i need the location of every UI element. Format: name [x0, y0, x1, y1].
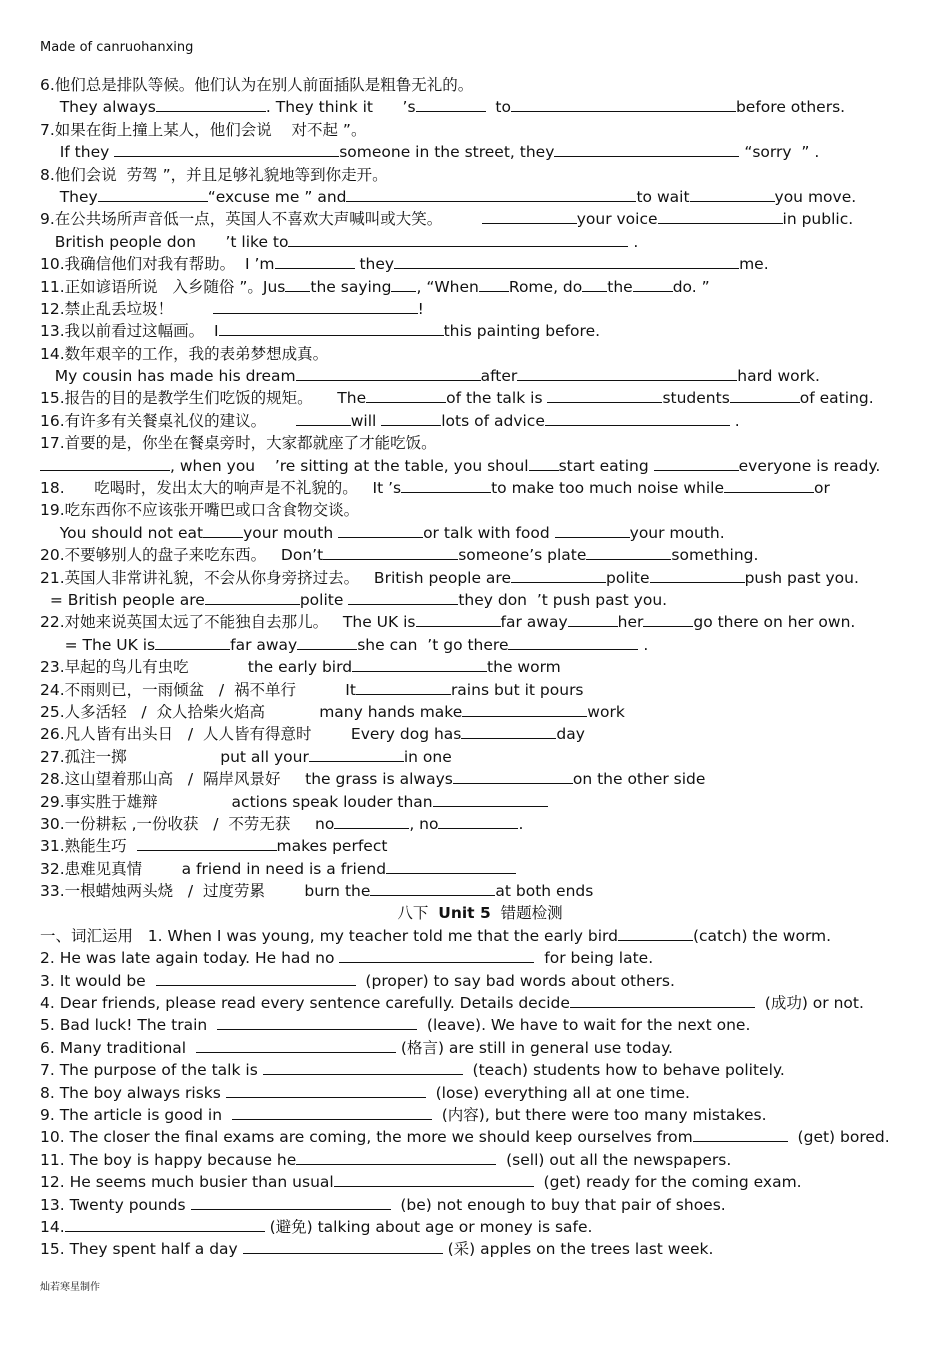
question-line [40, 1059, 920, 1081]
line-text: for being late. [534, 949, 654, 968]
answer-blank[interactable] [309, 746, 404, 762]
answer-blank[interactable] [296, 1149, 496, 1165]
question-line [40, 1149, 920, 1171]
answer-blank[interactable] [482, 208, 577, 224]
line-text: start eating [558, 456, 654, 475]
line-text: 11.正如谚语所说 入乡随俗 ”。Jus [40, 277, 286, 296]
question-line [40, 679, 920, 701]
line-text: 6.他们总是排队等候。他们认为在别人前面插队是粗鲁无礼的。 [40, 76, 474, 94]
question-line [40, 455, 920, 477]
answer-blank[interactable] [416, 96, 486, 112]
answer-blank[interactable] [288, 231, 628, 247]
line-text: far away [500, 613, 568, 632]
line-text: far away [230, 635, 298, 654]
line-text: 13. Twenty pounds [40, 1195, 191, 1214]
line-text: 14.数年艰辛的工作，我的表弟梦想成真。 [40, 344, 329, 363]
line-text: . [518, 814, 524, 833]
line-text: 12. He seems much busier than usual [40, 1173, 334, 1192]
line-text: 6. Many traditional [40, 1038, 196, 1057]
question-line [40, 298, 920, 320]
line-text: (格言) are still in general use today. [395, 1038, 673, 1057]
line-text: 27.孤注一掷 put all your [40, 747, 309, 766]
line-text: 23.早起的鸟儿有虫吃 the early bird [40, 658, 353, 677]
line-text: her [617, 613, 644, 632]
line-text: (leave). We have to wait for the next one. [417, 1016, 751, 1035]
answer-blank[interactable] [568, 611, 618, 627]
question-line [40, 477, 920, 499]
line-text: 错题检测 [490, 904, 563, 923]
line-text: to wait [636, 187, 690, 206]
line-text: she can ’t go there [357, 635, 509, 654]
question-line [40, 835, 920, 857]
question-line [40, 1104, 920, 1126]
line-text: . They think it ’s [265, 98, 416, 117]
line-text: = British people are [40, 590, 205, 609]
line-text: 24.不雨则已，一雨倾盆 / 祸不单行 It [40, 680, 356, 699]
line-text: , when you ’re sitting at the table, you shoul [170, 456, 529, 475]
answer-blank[interactable] [479, 276, 509, 292]
question-line [40, 544, 920, 566]
question-line [40, 1126, 920, 1148]
answer-blank[interactable] [334, 813, 409, 829]
answer-blank[interactable] [191, 1194, 391, 1210]
answer-blank[interactable] [40, 455, 170, 471]
line-text: in one [403, 747, 452, 766]
answer-blank[interactable] [511, 567, 606, 583]
line-text: (采) apples on the trees last week. [442, 1240, 714, 1259]
line-text: 3. It would be [40, 971, 156, 990]
answer-blank[interactable] [381, 410, 441, 426]
answer-blank[interactable] [114, 141, 339, 157]
question-line [40, 343, 920, 365]
answer-blank[interactable] [155, 634, 230, 650]
line-text: they don ’t push past you. [458, 590, 668, 609]
question-line [40, 365, 920, 387]
line-text: 20.不要够别人的盘子来吃东西。 Don’t [40, 546, 324, 565]
line-text: 32.患难见真情 a friend in need is a friend [40, 859, 387, 878]
line-text: ! [417, 299, 424, 318]
answer-blank[interactable] [690, 186, 775, 202]
line-text: 25.人多活轻 / 众人拾柴火焰高 many hands make [40, 702, 463, 721]
answer-blank[interactable] [582, 276, 607, 292]
line-text: 9. The article is good in [40, 1105, 232, 1124]
answer-blank[interactable] [296, 365, 481, 381]
answer-blank[interactable] [226, 1082, 426, 1098]
line-text: 2. He was late again today. He had no [40, 949, 340, 968]
question-line [40, 611, 920, 633]
line-text: , no [409, 814, 439, 833]
answer-blank[interactable] [529, 455, 559, 471]
question-line [40, 208, 920, 230]
line-text: 30.一份耕耘 ,一份收获 / 不劳无获 no [40, 814, 335, 833]
question-line [40, 119, 920, 141]
answer-blank[interactable] [511, 96, 736, 112]
question-line [40, 522, 920, 544]
question-line [40, 387, 920, 409]
line-text: students [662, 389, 730, 408]
line-text: go there on her own. [693, 613, 856, 632]
line-text: “excuse me ” and [207, 187, 347, 206]
line-text: 5. Bad luck! The train [40, 1016, 218, 1035]
answer-blank[interactable] [205, 589, 300, 605]
question-line [40, 1238, 920, 1260]
question-line [40, 768, 920, 790]
question-line [40, 141, 920, 163]
line-text: the [607, 277, 633, 296]
line-text: 13.我以前看过这幅画。 I [40, 322, 219, 341]
line-text: you move. [774, 187, 857, 206]
answer-blank[interactable] [275, 253, 355, 269]
answer-blank[interactable] [297, 634, 357, 650]
answer-blank[interactable] [433, 791, 548, 807]
answer-blank[interactable] [438, 813, 518, 829]
answer-blank[interactable] [643, 611, 693, 627]
line-text: = The UK is [40, 635, 156, 654]
answer-blank[interactable] [416, 611, 501, 627]
line-text: at both ends [495, 882, 594, 901]
answer-blank[interactable] [618, 925, 693, 941]
question-line [40, 276, 920, 298]
line-text: do. ” [672, 277, 710, 296]
question-line [40, 925, 920, 947]
line-text: of the talk is [446, 389, 548, 408]
unit-label: Unit 5 [438, 904, 491, 923]
line-text: 31.熟能生巧 [40, 837, 137, 856]
answer-blank[interactable] [724, 477, 814, 493]
line-text: me. [739, 255, 769, 274]
line-text: . [638, 635, 649, 654]
line-text: (get) ready for the coming exam. [533, 1173, 802, 1192]
line-text: 19.吃东西你不应该张开嘴巴或口含食物交谈。 [40, 501, 360, 520]
answer-blank[interactable] [296, 410, 351, 426]
line-text: 11. The boy is happy because he [40, 1150, 297, 1169]
question-line [40, 791, 920, 813]
line-text: to make too much noise while [491, 479, 725, 498]
answer-blank[interactable] [586, 544, 671, 560]
question-line [40, 74, 920, 96]
answer-blank[interactable] [394, 253, 739, 269]
answer-blank[interactable] [650, 567, 745, 583]
line-text: they [354, 255, 395, 274]
answer-blank[interactable] [196, 1037, 396, 1053]
question-line [40, 970, 920, 992]
line-text: something. [671, 546, 759, 565]
line-text: (sell) out all the newspapers. [496, 1150, 732, 1169]
answer-blank[interactable] [263, 1059, 463, 1075]
line-text: to [485, 98, 511, 117]
answer-blank[interactable] [453, 768, 573, 784]
question-line [40, 1216, 920, 1238]
line-text: (proper) to say bad words about others. [355, 971, 675, 990]
line-text: or [814, 479, 830, 498]
line-text: 14. [40, 1217, 65, 1236]
line-text: (catch) the worm. [692, 926, 832, 945]
line-text: polite [606, 568, 650, 587]
line-text: makes perfect [276, 837, 388, 856]
question-line [40, 992, 920, 1014]
question-line [40, 253, 920, 275]
question-line [40, 1194, 920, 1216]
page-header: Made of canruohanxing [40, 40, 194, 55]
line-text: day [556, 725, 585, 744]
line-text: will [350, 411, 382, 430]
line-text: work [587, 702, 625, 721]
line-text: polite [299, 590, 349, 609]
question-line [40, 1037, 920, 1059]
line-text: 10. The closer the final exams are coming, the more we should keep ourselves from [40, 1128, 693, 1147]
line-text: 4. Dear friends, please read every sentence carefully. Details decide [40, 994, 570, 1013]
line-text: everyone is ready. [738, 456, 881, 475]
line-text: 9.在公共场所声音低一点，英国人不喜欢大声喊叫或大笑。 [40, 210, 482, 229]
question-line [40, 96, 920, 118]
question-line [40, 813, 920, 835]
line-text: 7.如果在街上撞上某人，他们会说 对不起 ”。 [40, 120, 367, 139]
answer-blank[interactable] [323, 544, 458, 560]
line-text: 15.报告的目的是教学生们吃饭的规矩。 The [40, 389, 367, 408]
line-text: rains but it pours [450, 680, 584, 699]
line-text: or talk with food [423, 523, 555, 542]
line-text: If they [40, 143, 115, 162]
line-text: in public. [782, 210, 854, 229]
answer-blank[interactable] [386, 858, 516, 874]
question-line [40, 656, 920, 678]
line-text: “sorry ” . [739, 143, 820, 162]
line-text: You should not eat [40, 523, 204, 542]
line-text: (避免) talking about age or money is safe. [264, 1217, 593, 1236]
answer-blank[interactable] [203, 522, 243, 538]
line-text: on the other side [572, 770, 706, 789]
answer-blank[interactable] [547, 387, 662, 403]
answer-blank[interactable] [339, 947, 534, 963]
answer-blank[interactable] [401, 477, 491, 493]
question-line [40, 231, 920, 253]
line-text: the worm [487, 658, 561, 677]
answer-blank[interactable] [570, 992, 755, 1008]
line-text: . [729, 411, 740, 430]
question-line [40, 567, 920, 589]
line-text: your mouth [243, 523, 339, 542]
answer-blank[interactable] [462, 701, 587, 717]
line-text: (成功) or not. [754, 994, 864, 1013]
line-text: 18. 吃喝时，发出太大的响声是不礼貌的。 It ’s [40, 479, 402, 498]
line-text: 33.一根蜡烛两头烧 / 过度劳累 burn the [40, 882, 371, 901]
section-title [40, 902, 920, 924]
question-line [40, 1082, 920, 1104]
answer-blank[interactable] [352, 656, 487, 672]
answer-blank[interactable] [213, 298, 418, 314]
answer-blank[interactable] [346, 186, 636, 202]
line-text: (内容), but there were too many mistakes. [431, 1105, 767, 1124]
answer-blank[interactable] [156, 96, 266, 112]
question-line [40, 1171, 920, 1193]
answer-blank[interactable] [370, 880, 495, 896]
line-text: someone’s plate [458, 546, 587, 565]
answer-blank[interactable] [508, 634, 638, 650]
line-text: My cousin has made his dream [40, 367, 296, 386]
line-text: 7. The purpose of the talk is [40, 1061, 263, 1080]
line-text: (get) bored. [787, 1128, 890, 1147]
question-line [40, 880, 920, 902]
answer-blank[interactable] [517, 365, 737, 381]
question-line [40, 186, 920, 208]
line-text: They always [40, 98, 156, 117]
line-text: 22.对她来说英国太远了不能独自去那儿。 The UK is [40, 613, 416, 632]
question-line [40, 320, 920, 342]
line-text: 16.有许多有关餐桌礼仪的建议。 [40, 411, 296, 430]
question-line [40, 858, 920, 880]
answer-blank[interactable] [461, 723, 556, 739]
line-text: 29.事实胜于雄辩 actions speak louder than [40, 792, 433, 811]
line-text: (teach) students how to behave politely. [462, 1061, 785, 1080]
line-text: your voice [576, 210, 658, 229]
line-text: someone in the street, they [339, 143, 555, 162]
answer-blank[interactable] [285, 276, 310, 292]
line-text: 17.首要的是，你坐在餐桌旁时，大家都就座了才能吃饭。 [40, 434, 437, 453]
answer-blank[interactable] [545, 410, 730, 426]
answer-blank[interactable] [348, 589, 458, 605]
answer-blank[interactable] [391, 276, 416, 292]
line-text: 一、词汇运用 1. When I was young, my teacher told me that the early bird [40, 926, 618, 945]
question-line [40, 723, 920, 745]
line-text: 28.这山望着那山高 / 隔岸风景好 the grass is always [40, 770, 453, 789]
answer-blank[interactable] [633, 276, 673, 292]
document-body [40, 74, 920, 1261]
answer-blank[interactable] [693, 1126, 788, 1142]
answer-blank[interactable] [334, 1171, 534, 1187]
line-text: this painting before. [443, 322, 601, 341]
answer-blank[interactable] [65, 1216, 265, 1232]
line-text: after [480, 367, 518, 386]
line-text: hard work. [737, 367, 820, 386]
line-text: 八下 [397, 904, 439, 923]
line-text: of eating. [799, 389, 874, 408]
answer-blank[interactable] [654, 455, 739, 471]
question-line [40, 1014, 920, 1036]
line-text: British people don ’t like to [40, 232, 289, 251]
question-line [40, 164, 920, 186]
line-text: , “When [416, 277, 479, 296]
line-text: They [40, 187, 98, 206]
answer-blank[interactable] [243, 1238, 443, 1254]
question-line [40, 410, 920, 432]
answer-blank[interactable] [658, 208, 783, 224]
line-text: . [628, 232, 639, 251]
question-line [40, 432, 920, 454]
question-line [40, 499, 920, 521]
question-line [40, 947, 920, 969]
answer-blank[interactable] [730, 387, 800, 403]
answer-blank[interactable] [338, 522, 423, 538]
line-text: 8.他们会说 劳驾 ”，并且足够礼貌地等到你走开。 [40, 165, 388, 184]
line-text: 15. They spent half a day [40, 1240, 243, 1259]
answer-blank[interactable] [554, 141, 739, 157]
line-text: lots of advice [441, 411, 545, 430]
line-text: before others. [735, 98, 846, 117]
line-text: 12.禁止乱丢垃圾！ [40, 299, 213, 318]
line-text: 10.我确信他们对我有帮助。 I ’m [40, 255, 275, 274]
line-text: 21.英国人非常讲礼貌，不会从你身旁挤过去。 British people are [40, 568, 511, 587]
line-text: 8. The boy always risks [40, 1083, 226, 1102]
line-text: the saying [310, 277, 392, 296]
question-line [40, 589, 920, 611]
line-text: (be) not enough to buy that pair of shoes. [390, 1195, 726, 1214]
answer-blank[interactable] [217, 1014, 417, 1030]
answer-blank[interactable] [219, 320, 444, 336]
line-text: your mouth. [629, 523, 725, 542]
answer-blank[interactable] [555, 522, 630, 538]
line-text: 26.凡人皆有出头日 / 人人皆有得意时 Every dog has [40, 725, 462, 744]
answer-blank[interactable] [356, 679, 451, 695]
question-line [40, 634, 920, 656]
line-text: push past you. [744, 568, 859, 587]
answer-blank[interactable] [98, 186, 208, 202]
answer-blank[interactable] [156, 970, 356, 986]
answer-blank[interactable] [232, 1104, 432, 1120]
question-line [40, 701, 920, 723]
page-footer: 灿若寒星制作 [40, 1282, 100, 1293]
line-text: Rome, do [508, 277, 583, 296]
answer-blank[interactable] [137, 835, 277, 851]
line-text: (lose) everything all at one time. [425, 1083, 690, 1102]
answer-blank[interactable] [366, 387, 446, 403]
question-line [40, 746, 920, 768]
